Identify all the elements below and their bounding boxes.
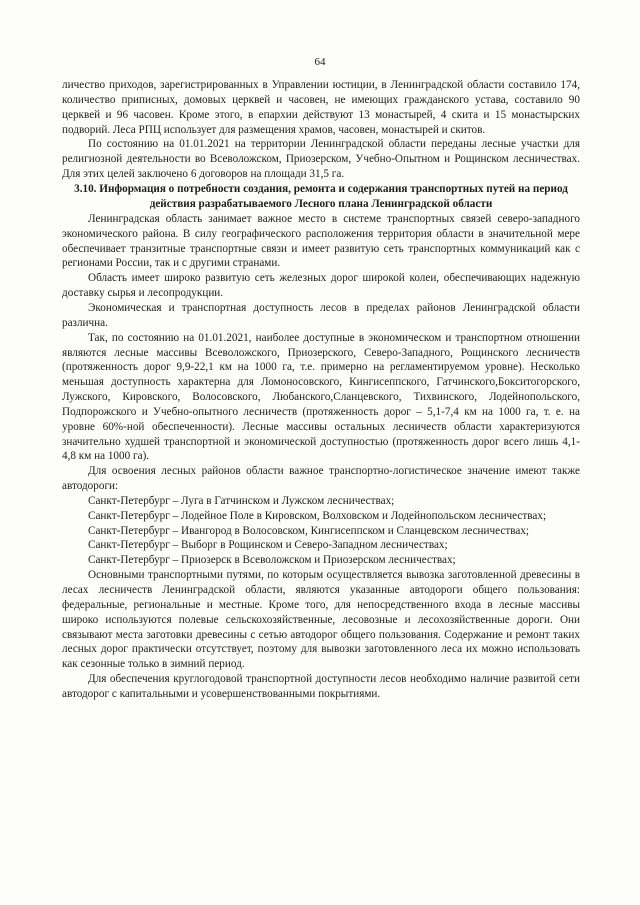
paragraph: По состоянию на 01.01.2021 на территории Ленинградской области переданы лесные участки для религиозной деятельности во Всеволожском, Приозерском, Учебно-Опытном и Рощинском лесничествах. Для этих целей заключено 6 договоров на площади 31,5 га. — [62, 138, 580, 181]
list-item: Санкт-Петербург – Приозерск в Всеволожском и Приозерском лесничествах; — [88, 554, 456, 567]
paragraph: Для освоения лесных районов области важное транспортно-логистическое значение имеют также автодороги: — [62, 465, 580, 493]
paragraph: Основными транспортными путями, по которым осуществляется вывозка заготовленной древесины в лесах лесничеств Ленинградской области, являются указанные автодороги общего пользования: федеральные, региональные и местные. Кроме того, для непосредственного входа в лесные массивы широко используются полевые сельскохозяйственные, лесовозные и лесохозяйственные дороги. Они связывают места заготовки древесины с сетью автодорог общего пользования. Содержание и ремонт таких лесных дорог практически отсутствует, поэтому для вывозки заготовленного леса их можно использовать как сезонные только в зимний период. — [62, 569, 580, 671]
section-heading: 3.10. Информация о потребности создания, ремонта и содержания транспортных путей на период действия разрабатываемого Лесного плана Ленинградской области — [74, 182, 568, 210]
paragraph: Для обеспечения круглогодовой транспортной доступности лесов необходимо наличие развитой сети автодорог с капитальными и усовершенствованными покрытиями. — [62, 673, 580, 700]
document-body — [62, 78, 580, 702]
paragraph: личество приходов, зарегистрированных в Управлении юстиции, в Ленинградской области составило 174, количество приписных, домовых церквей и часовен, не имеющих гражданского устава, составило 90 церквей и 96 часовен. Кроме этого, в епархии действуют 13 монастырей, 4 скита и 15 монастырских подворий. Леса РПЦ использует для размещения храмов, часовен, монастырей и скитов. — [62, 79, 580, 136]
paragraph: Ленинградская область занимает важное место в системе транспортных связей северо-западного экономического района. В силу географического расположения территория области в значительной мере обеспечивает транзитные транспортные связи и имеет развитую сеть транспортных коммуникаций как с регионами России, так и с другими странами. — [62, 212, 580, 270]
list-item: Санкт-Петербург – Лодейное Поле в Кировском, Волховском и Лодейнопольском лесничествах; — [88, 509, 547, 522]
page-number: 64 — [314, 56, 326, 68]
list-item: Санкт-Петербург – Ивангород в Волосовском, Кингисеппском и Сланцевском лесничествах; — [88, 524, 530, 537]
paragraph: Так, по состоянию на 01.01.2021, наиболее доступные в экономическом и транспортном отношении являются лесные массивы Всеволожского, Приозерского, Северо-Западного, Рощинского лесничеств (протяженность дорог 9,9-22,1 км на 1000 га, т.е. примерно на регламентируемом уровне). Несколько меньшая доступность характерна для Ломоносовского, Кингисеппского, Гатчинского,Бокситогорского, Лужского, Кировского, Волосовского, Любанского,Сланцевского, Тихвинского, Лодейнопольского, Подпорожского и Учебно-опытного лесничеств (протяженность дорог – 5,1-7,4 км на 1000 га, т. е. на уровне 60%-ной обеспеченности). Лесные массивы остальных лесничеств области характеризуются значительно худшей транспортной и экономической доступностью (протяженность дорог всего лишь 4,1-4,8 км на 1000 га). — [62, 331, 580, 463]
list-item: Санкт-Петербург – Луга в Гатчинском и Лужском лесничествах; — [88, 494, 395, 507]
paragraph: Экономическая и транспортная доступность лесов в пределах районов Ленинградской области различна. — [62, 301, 580, 329]
list-item: Санкт-Петербург – Выборг в Рощинском и Северо-Западном лесничествах; — [88, 539, 448, 552]
paragraph: Область имеет широко развитую сеть железных дорог широкой колеи, обеспечивающих надежную доставку сырья и лесопродукции. — [62, 272, 580, 300]
